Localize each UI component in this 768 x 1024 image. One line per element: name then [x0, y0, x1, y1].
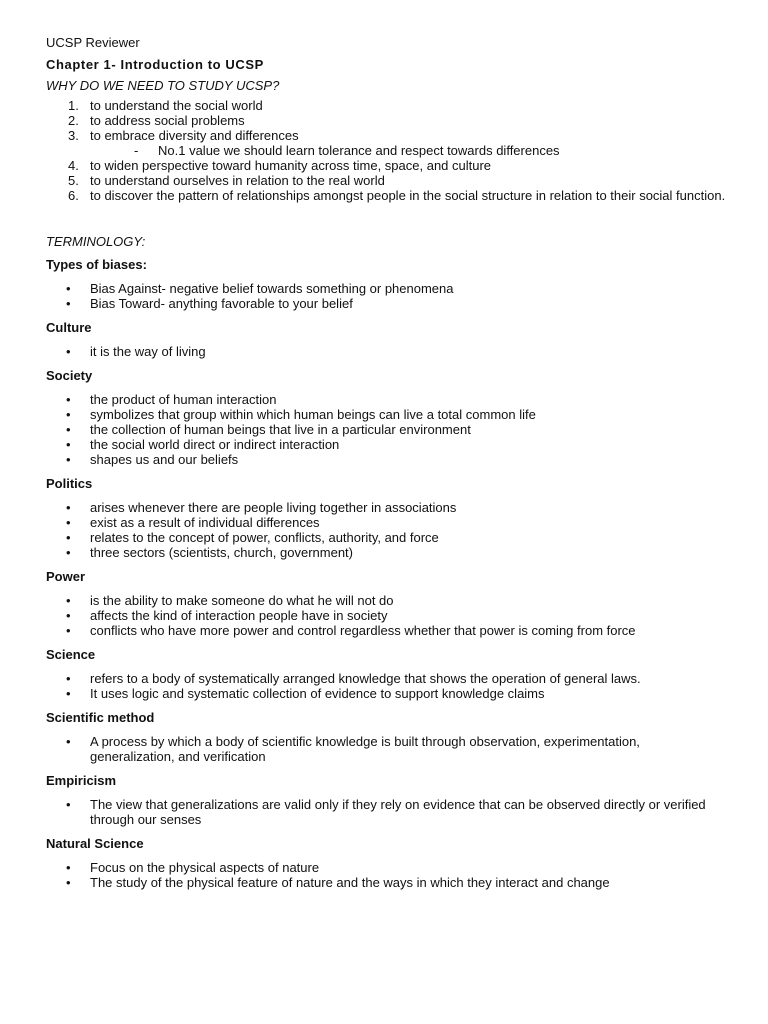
term-heading: Types of biases: [46, 257, 147, 272]
list-item [46, 734, 728, 764]
reason-item [46, 188, 728, 203]
bullet-icon: • [66, 734, 71, 749]
bullet-icon: • [66, 515, 71, 530]
term-bullet-list [46, 392, 728, 467]
document-label: UCSP Reviewer [46, 35, 140, 50]
term-bullet-list [46, 860, 728, 890]
list-item-text: relates to the concept of power, conflicts, authority, and force [90, 530, 439, 545]
bullet-icon: • [66, 860, 71, 875]
list-item-text: affects the kind of interaction people have in society [90, 608, 388, 623]
term-heading: Scientific method [46, 710, 155, 725]
reason-number: 2. [68, 113, 79, 128]
term-bullet-list [46, 797, 728, 827]
reason-number: 4. [68, 158, 79, 173]
list-item [46, 623, 728, 638]
list-item-text: refers to a body of systematically arranged knowledge that shows the operation of general laws. [90, 671, 641, 686]
bullet-icon: • [66, 593, 71, 608]
bullet-icon: • [66, 875, 71, 890]
term-heading: Society [46, 368, 93, 383]
bullet-icon: • [66, 422, 71, 437]
term-heading: Politics [46, 476, 93, 491]
bullet-icon: • [66, 296, 71, 311]
list-item [46, 407, 728, 422]
list-item-text: symbolizes that group within which human beings can live a total common life [90, 407, 536, 422]
bullet-icon: • [66, 686, 71, 701]
term-bullet-list [46, 500, 728, 560]
dash-marker: - [134, 143, 139, 158]
term-bullet-list [46, 593, 728, 638]
term-heading: Culture [46, 320, 92, 335]
list-item [46, 452, 728, 467]
bullet-icon: • [66, 545, 71, 560]
reason-sub-note [90, 143, 728, 158]
list-item-text: The view that generalizations are valid only if they rely on evidence that can be observed directly or verified through our senses [90, 797, 706, 827]
list-item [46, 608, 728, 623]
list-item-text: is the ability to make someone do what he will not do [90, 593, 394, 608]
list-item-text: Bias Toward- anything favorable to your belief [90, 296, 353, 311]
terminology-label: TERMINOLOGY: [46, 234, 146, 249]
list-item-text: the collection of human beings that live in a particular environment [90, 422, 471, 437]
bullet-icon: • [66, 437, 71, 452]
list-item [46, 392, 728, 407]
bullet-icon: • [66, 281, 71, 296]
list-item-text: the product of human interaction [90, 392, 277, 407]
list-item [46, 545, 728, 560]
list-item-text: The study of the physical feature of nature and the ways in which they interact and change [90, 875, 610, 890]
term-heading: Science [46, 647, 96, 662]
list-item [46, 437, 728, 452]
term-bullet-list [46, 281, 728, 311]
list-item [46, 686, 728, 701]
section-question: WHY DO WE NEED TO STUDY UCSP? [46, 78, 280, 93]
reason-item [46, 113, 728, 128]
reason-text: to understand ourselves in relation to the real world [90, 173, 385, 188]
reason-item [46, 128, 728, 158]
list-item [46, 281, 728, 296]
reason-number: 6. [68, 188, 79, 203]
bullet-icon: • [66, 344, 71, 359]
bullet-icon: • [66, 407, 71, 422]
list-item-text: Bias Against- negative belief towards something or phenomena [90, 281, 454, 296]
reasons-list [46, 98, 728, 203]
term-bullet-list [46, 671, 728, 701]
term-bullet-list [46, 344, 728, 359]
bullet-icon: • [66, 797, 71, 812]
list-item [46, 671, 728, 686]
list-item-text: arises whenever there are people living together in associations [90, 500, 457, 515]
list-item-text: three sectors (scientists, church, government) [90, 545, 353, 560]
list-item-text: It uses logic and systematic collection of evidence to support knowledge claims [90, 686, 545, 701]
term-bullet-list [46, 734, 728, 764]
list-item-text: the social world direct or indirect interaction [90, 437, 340, 452]
list-item-text: shapes us and our beliefs [90, 452, 239, 467]
list-item-text: Focus on the physical aspects of nature [90, 860, 320, 875]
chapter-title: Chapter 1- Introduction to UCSP [46, 57, 264, 72]
list-item-text: exist as a result of individual differences [90, 515, 320, 530]
bullet-icon: • [66, 392, 71, 407]
list-item-text: it is the way of living [90, 344, 206, 359]
list-item [46, 593, 728, 608]
term-heading: Natural Science [46, 836, 144, 851]
reason-number: 1. [68, 98, 79, 113]
bullet-icon: • [66, 608, 71, 623]
bullet-icon: • [66, 671, 71, 686]
list-item [46, 860, 728, 875]
bullet-icon: • [66, 530, 71, 545]
list-item [46, 422, 728, 437]
reason-text: to widen perspective toward humanity across time, space, and culture [90, 158, 492, 173]
list-item [46, 530, 728, 545]
reason-number: 5. [68, 173, 79, 188]
bullet-icon: • [66, 623, 71, 638]
terms-section [46, 257, 728, 890]
list-item-text: A process by which a body of scientific knowledge is built through observation, experimentation, generalization, and verification [90, 734, 640, 764]
bullet-icon: • [66, 452, 71, 467]
reason-number: 3. [68, 128, 79, 143]
list-item-text: conflicts who have more power and control regardless whether that power is coming from force [90, 623, 636, 638]
reason-text: to discover the pattern of relationships amongst people in the social structure in relation to their social function. [90, 188, 726, 203]
reason-item [46, 158, 728, 173]
list-item [46, 344, 728, 359]
list-item [46, 797, 728, 827]
reason-item [46, 98, 728, 113]
reason-text: to understand the social world [90, 98, 263, 113]
term-heading: Power [46, 569, 86, 584]
list-item [46, 500, 728, 515]
reason-item [46, 173, 728, 188]
sub-note-text: No.1 value we should learn tolerance and respect towards differences [158, 143, 560, 158]
list-item [46, 875, 728, 890]
bullet-icon: • [66, 500, 71, 515]
list-item [46, 515, 728, 530]
list-item [46, 296, 728, 311]
reason-text: to address social problems [90, 113, 245, 128]
reason-text: to embrace diversity and differences [90, 128, 299, 143]
term-heading: Empiricism [46, 773, 117, 788]
